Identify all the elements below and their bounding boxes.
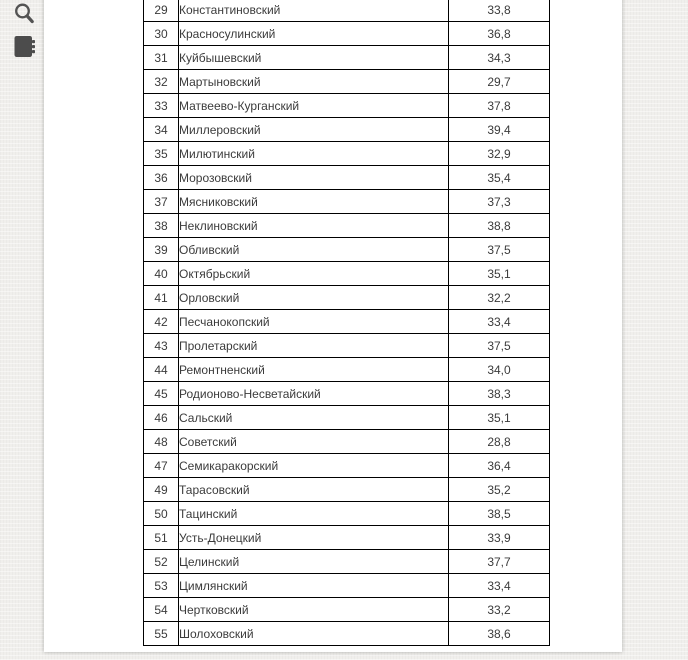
row-number-cell: 34 [144,118,179,142]
table-row [144,454,550,478]
value-cell: 38,8 [449,214,550,238]
row-number-cell: 45 [144,382,179,406]
district-name-cell: Сальский [179,406,449,430]
table-row [144,574,550,598]
row-number-cell: 46 [144,406,179,430]
district-name-cell: Матвеево-Курганский [179,94,449,118]
value-cell: 38,6 [449,622,550,646]
table-row [144,310,550,334]
value-cell: 29,7 [449,70,550,94]
row-number-cell: 55 [144,622,179,646]
search-icon [13,2,35,31]
district-name-cell: Мясниковский [179,190,449,214]
district-name-cell: Миллеровский [179,118,449,142]
row-number-cell: 47 [144,454,179,478]
row-number-cell: 50 [144,502,179,526]
value-cell: 33,4 [449,574,550,598]
table-row [144,70,550,94]
value-cell: 39,4 [449,118,550,142]
district-name-cell: Орловский [179,286,449,310]
row-number-cell: 44 [144,358,179,382]
row-number-cell: 36 [144,166,179,190]
table-row [144,286,550,310]
table-row [144,118,550,142]
left-toolbar [0,0,44,660]
table-row [144,142,550,166]
row-number-cell: 40 [144,262,179,286]
district-name-cell: Неклиновский [179,214,449,238]
table-row [144,334,550,358]
district-name-cell: Обливский [179,238,449,262]
row-number-cell: 51 [144,526,179,550]
row-number-cell: 32 [144,70,179,94]
row-number-cell: 43 [144,334,179,358]
table-row [144,406,550,430]
district-name-cell: Чертковский [179,598,449,622]
district-name-cell: Мартыновский [179,70,449,94]
value-cell: 37,8 [449,94,550,118]
value-cell: 33,8 [449,0,550,22]
table-body [144,0,550,646]
table-row [144,502,550,526]
district-name-cell: Шолоховский [179,622,449,646]
value-cell: 37,7 [449,550,550,574]
row-number-cell: 48 [144,430,179,454]
district-name-cell: Куйбышевский [179,46,449,70]
table-row [144,622,550,646]
row-number-cell: 52 [144,550,179,574]
book-button[interactable] [12,36,36,62]
district-name-cell: Родионово-Несветайский [179,382,449,406]
row-number-cell: 41 [144,286,179,310]
value-cell: 32,9 [449,142,550,166]
district-name-cell: Цимлянский [179,574,449,598]
district-name-cell: Ремонтненский [179,358,449,382]
value-cell: 37,5 [449,238,550,262]
table-row [144,214,550,238]
district-name-cell: Семикаракорский [179,454,449,478]
district-name-cell: Пролетарский [179,334,449,358]
district-name-cell: Целинский [179,550,449,574]
table-row [144,262,550,286]
table-row [144,430,550,454]
table-row [144,166,550,190]
value-cell: 28,8 [449,430,550,454]
district-name-cell: Октябрьский [179,262,449,286]
document-page [44,0,622,652]
table-row [144,46,550,70]
value-cell: 37,5 [449,334,550,358]
value-cell: 34,0 [449,358,550,382]
district-name-cell: Морозовский [179,166,449,190]
district-name-cell: Тацинский [179,502,449,526]
row-number-cell: 54 [144,598,179,622]
district-name-cell: Красносулинский [179,22,449,46]
value-cell: 33,4 [449,310,550,334]
table-row [144,190,550,214]
district-name-cell: Советский [179,430,449,454]
value-cell: 36,8 [449,22,550,46]
value-cell: 37,3 [449,190,550,214]
book-icon [13,34,36,65]
value-cell: 34,3 [449,46,550,70]
row-number-cell: 42 [144,310,179,334]
table-row [144,238,550,262]
row-number-cell: 29 [144,0,179,22]
value-cell: 35,1 [449,406,550,430]
data-table [143,0,550,646]
row-number-cell: 37 [144,190,179,214]
table-row [144,0,550,22]
value-cell: 35,4 [449,166,550,190]
district-name-cell: Милютинский [179,142,449,166]
value-cell: 38,5 [449,502,550,526]
table-row [144,598,550,622]
row-number-cell: 33 [144,94,179,118]
search-button[interactable] [12,3,36,29]
row-number-cell: 39 [144,238,179,262]
value-cell: 32,2 [449,286,550,310]
table-row [144,526,550,550]
table-row [144,550,550,574]
value-cell: 33,9 [449,526,550,550]
row-number-cell: 49 [144,478,179,502]
row-number-cell: 38 [144,214,179,238]
table-row [144,478,550,502]
table-row [144,22,550,46]
district-name-cell: Константиновский [179,0,449,22]
value-cell: 33,2 [449,598,550,622]
value-cell: 35,2 [449,478,550,502]
value-cell: 35,1 [449,262,550,286]
row-number-cell: 53 [144,574,179,598]
value-cell: 38,3 [449,382,550,406]
row-number-cell: 30 [144,22,179,46]
table-row [144,358,550,382]
row-number-cell: 35 [144,142,179,166]
district-name-cell: Усть-Донецкий [179,526,449,550]
value-cell: 36,4 [449,454,550,478]
district-name-cell: Песчанокопский [179,310,449,334]
table-row [144,382,550,406]
table-row [144,94,550,118]
district-name-cell: Тарасовский [179,478,449,502]
row-number-cell: 31 [144,46,179,70]
